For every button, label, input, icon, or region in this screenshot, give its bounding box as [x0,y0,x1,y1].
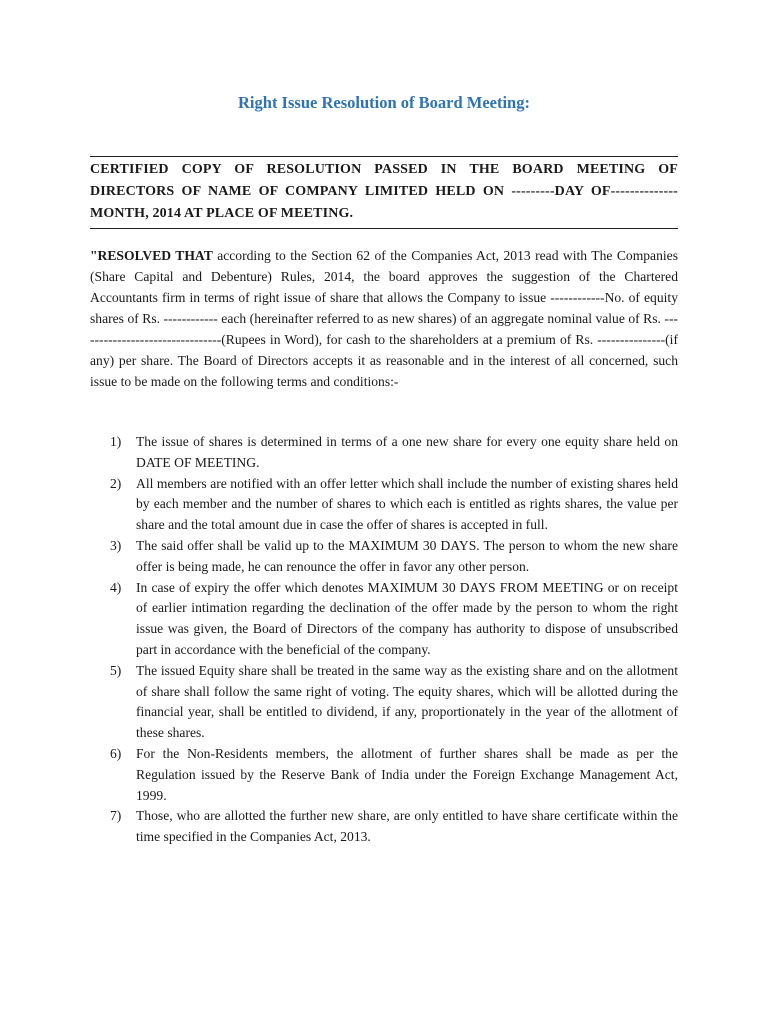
term-number: 3) [110,537,122,553]
term-text: The issued Equity share shall be treated in the same way as the existing share and on the allotment of share shall follow the same right of voting. The equity shares, which will be allotted during the financial year, shall be entitled to dividend, if any, proportionately in the year of the allotment of these shares. [136,662,678,741]
certified-heading: CERTIFIED COPY OF RESOLUTION PASSED IN THE BOARD MEETING OF DIRECTORS OF NAME OF COMPANY LIMITED HELD ON ---------DAY OF--------------MONTH, 2014 AT PLACE OF MEETING. [90,156,678,229]
term-item-5 [90,661,678,744]
term-number: 2) [110,475,122,491]
term-text: In case of expiry the offer which denotes MAXIMUM 30 DAYS FROM MEETING or on receipt of earlier intimation regarding the declination of the offer made by the person to whom the right issue was given, the Board of Directors of the company has authority to dispose of unsubscribed part in accordance with the beneficial of the company. [136,579,678,657]
terms-list [90,432,678,848]
document-title: Right Issue Resolution of Board Meeting: [238,93,530,112]
term-text: For the Non-Residents members, the allotment of further shares shall be made as per the Regulation issued by the Reserve Bank of India under the Foreign Exchange Management Act, 1999. [136,745,678,803]
term-number: 6) [110,745,122,761]
term-item-6 [90,744,678,806]
term-text: All members are notified with an offer letter which shall include the number of existing shares held by each member and the number of shares to which each is entitled as rights shares, the value per share and the total amount due in case the offer of shares is accepted in full. [136,475,678,533]
term-item-7 [90,806,678,848]
term-text: The issue of shares is determined in terms of a one new share for every one equity share held on DATE OF MEETING. [136,434,678,470]
term-text: Those, who are allotted the further new share, are only entitled to have share certificate within the time specified in the Companies Act, 2013. [136,808,678,845]
term-number: 5) [110,662,122,678]
resolution-body: according to the Section 62 of the Companies Act, 2013 read with The Companies (Share Capital and Debenture) Rules, 2014, the board approves the suggestion of the Chartered Accountants firm in terms of right issue of share that allows the Company to issue ------------No. of equity shares of Rs. ------------ each (hereinafter referred to as new shares) of an aggregate nominal value of Rs. --------------------------------(Rupees in Word), for cash to the shareholders at a premium of Rs. ---------------(if any) per share. The Board of Directors accepts it as reasonable and in the interest of all concerned, such issue to be made on the following terms and conditions:- [90,248,678,389]
term-item-1 [90,432,678,474]
resolution-lead: "RESOLVED THAT [90,248,213,263]
term-number: 1) [110,434,122,449]
term-number: 4) [110,579,122,595]
term-text: The said offer shall be valid up to the MAXIMUM 30 DAYS. The person to whom the new share offer is being made, he can renounce the offer in favor any other person. [136,537,678,574]
term-number: 7) [110,808,122,824]
term-item-4 [90,578,678,661]
term-item-3 [90,536,678,578]
term-item-2 [90,474,678,536]
resolution-paragraph [90,245,678,392]
